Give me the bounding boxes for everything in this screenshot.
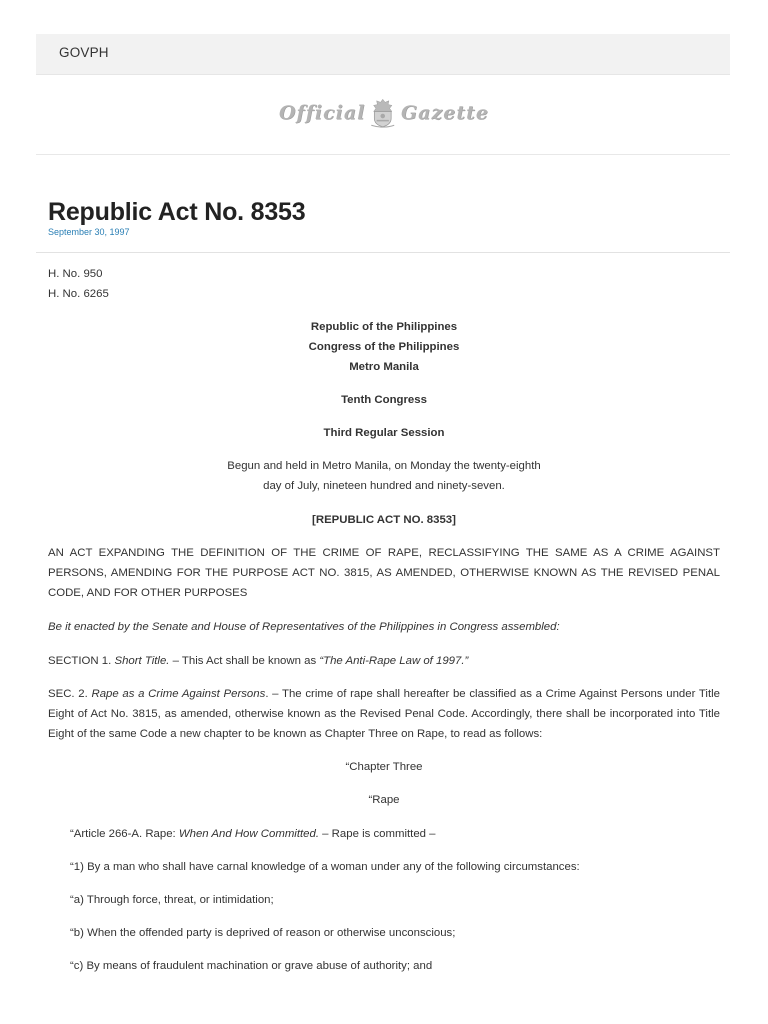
seal-icon [369,93,397,133]
chapter-label: “Chapter Three [345,761,423,773]
article-266a [48,824,720,844]
session-label: Third Regular Session [323,427,445,439]
header-line: Congress of the Philippines [308,341,460,353]
section-1-lead: SECTION 1. [48,655,115,667]
article-266a-lead: “Article 266-A. Rape: [70,828,179,840]
article-266a-heading: When And How Committed. [178,828,320,840]
bill-number: H. No. 6265 [48,288,109,300]
official-gazette-logo[interactable] [279,93,489,133]
title-block [48,197,728,237]
item-b: “b) When the offended party is deprived of reason or otherwise unconscious; [70,927,456,939]
enacting-clause [48,617,720,637]
logo-word-left: Official [279,102,366,124]
section-2-lead: SEC. 2. [48,688,92,700]
congress-label: Tenth Congress [341,394,427,406]
begun-line: Begun and held in Metro Manila, on Monday the twenty-eighth [227,460,541,472]
begun-line: day of July, nineteen hundred and ninety-seven. [263,480,505,492]
header-line: Metro Manila [349,361,419,373]
section-1-heading: Short Title. [114,655,170,667]
header-line: Republic of the Philippines [310,321,458,333]
section-1-text: – This Act shall be known as [169,655,320,667]
top-bar [36,34,730,75]
rape-label: “Rape [368,794,400,806]
ra-label: [REPUBLIC ACT NO. 8353] [312,514,456,526]
publish-date[interactable]: September 30, 1997 [48,227,130,237]
enacting-clause-text: Be it enacted by the Senate and House of Representatives of the Philippines in Congress assembled: [48,621,560,633]
logo-word-right: Gazette [400,102,489,124]
item-a: “a) Through force, threat, or intimidation; [70,894,274,906]
govph-link[interactable]: GOVPH [59,45,109,60]
item-1: “1) By a man who shall have carnal knowledge of a woman under any of the following circumstances: [70,861,580,873]
section-2 [48,684,720,744]
section-1-name: “The Anti-Rape Law of 1997.” [319,655,469,667]
page-title: Republic Act No. 8353 [48,198,306,226]
section-2-text: . – The crime of rape shall hereafter be classified as a Crime Against Persons under Title Eight of Act No. 3815, as amended, otherwise known as the Revised Penal Code. Accordingly, there shall be incorporated into Title Eight of the same Code a new chapter to be known as Chapter Three on Rape, to read as follows: [48,688,720,740]
masthead [36,76,730,155]
article-266a-text: – Rape is committed – [319,828,436,840]
divider [36,252,730,253]
section-2-heading: Rape as a Crime Against Persons [91,688,266,700]
item-c: “c) By means of fraudulent machination or grave abuse of authority; and [70,960,433,972]
section-1 [48,651,720,671]
article-body [48,264,720,976]
act-title: AN ACT EXPANDING THE DEFINITION OF THE CRIME OF RAPE, RECLASSIFYING THE SAME AS A CRIME AGAINST PERSONS, AMENDING FOR THE PURPOSE ACT NO. 3815, AS AMENDED, OTHERWISE KNOWN AS THE REVISED PENAL CODE, AND FOR OTHER PURPOSES [48,547,720,599]
bill-number: H. No. 950 [48,268,103,280]
